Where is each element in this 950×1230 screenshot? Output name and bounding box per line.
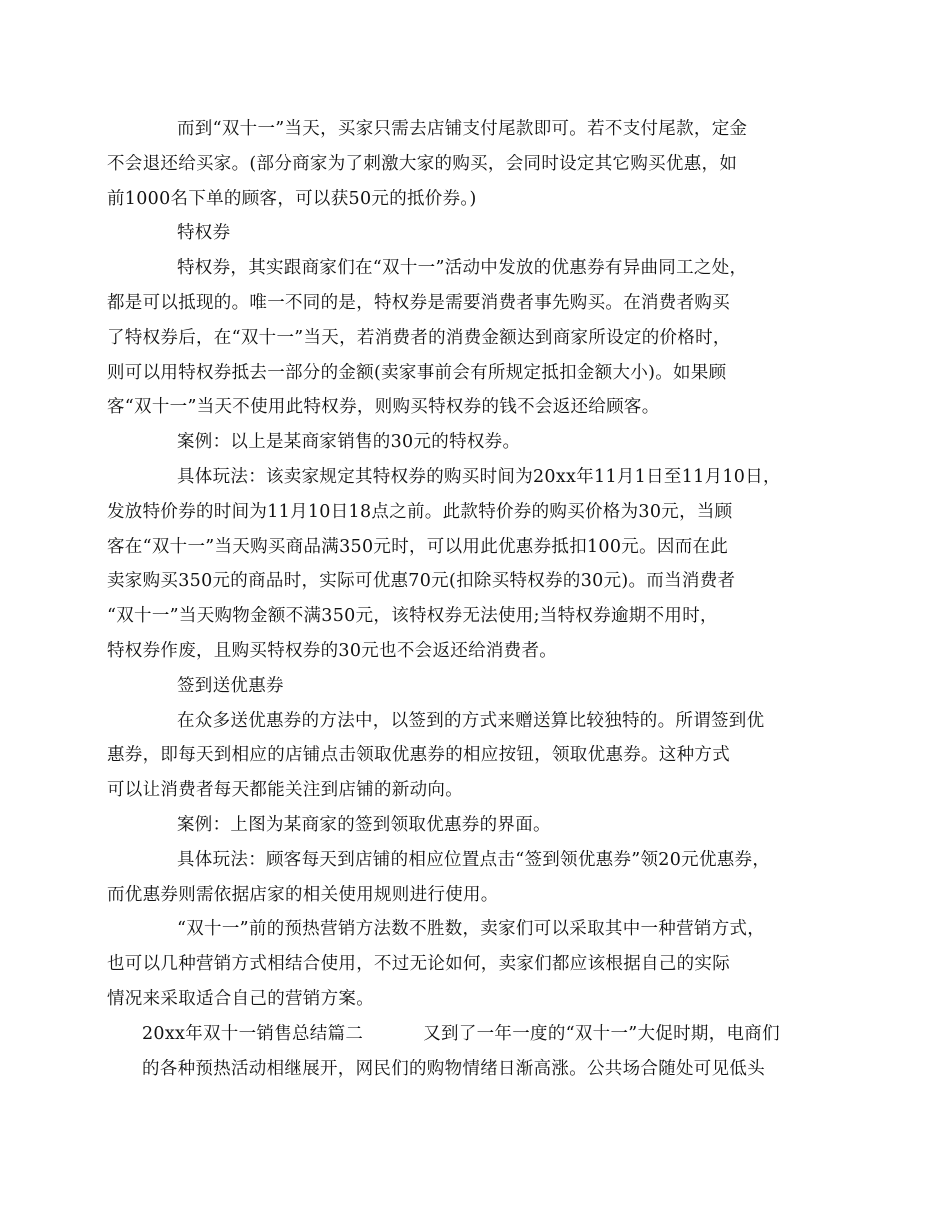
text-line: 客“双十一”当天不使用此特权券，则购买特权券的钱不会返还给顾客。 bbox=[107, 397, 660, 418]
text-line: 具体玩法：顾客每天到店铺的相应位置点击“签到领优惠券”领20元优惠券， bbox=[177, 849, 771, 870]
heading-checkin-coupon bbox=[142, 669, 812, 704]
text-line: 情况来采取适合自己的营销方案。 bbox=[107, 988, 374, 1009]
text-line: 特权券作废，且购买特权券的30元也不会返还给消费者。 bbox=[107, 640, 558, 661]
heading-privilege-coupon bbox=[142, 216, 812, 251]
text-line: 不会退还给买家。(部分商家为了刺激大家的购买，会同时设定其它购买优惠，如 bbox=[107, 153, 738, 174]
text-line: 卖家购买350元的商品时，实际可优惠70元(扣除买特权券的30元)。而当消费者 bbox=[107, 571, 736, 592]
section-two bbox=[142, 1017, 812, 1087]
document-body bbox=[107, 112, 812, 1086]
text-line: 案例：上图为某商家的签到领取优惠券的界面。 bbox=[177, 814, 551, 835]
text-line: 案例：以上是某商家销售的30元的特权券。 bbox=[177, 432, 521, 453]
paragraph-deposit-rule bbox=[107, 112, 812, 216]
section-two-first-line bbox=[142, 1017, 812, 1052]
text-line: 在众多送优惠券的方法中，以签到的方式来赠送算比较独特的。所谓签到优 bbox=[177, 710, 765, 731]
text-line: “双十一”当天购物金额不满350元，该特权券无法使用;当特权券逾期不用时， bbox=[107, 606, 718, 627]
text-line: 的各种预热活动相继展开，网民们的购物情绪日渐高涨。公共场合随处可见低头 bbox=[142, 1058, 765, 1079]
paragraph-gameplay-2 bbox=[107, 843, 812, 913]
section-heading: 签到送优惠券 bbox=[177, 675, 284, 696]
text-line: 又到了一年一度的“双十一”大促时期，电商们 bbox=[423, 1023, 780, 1044]
text-line: 前1000名下单的顾客，可以获50元的抵价券。) bbox=[107, 188, 477, 209]
text-line: 也可以几种营销方式相结合使用，不过无论如何，卖家们都应该根据自己的实际 bbox=[107, 954, 730, 975]
paragraph-privilege-coupon bbox=[107, 251, 812, 425]
paragraph-gameplay-1 bbox=[107, 460, 812, 669]
text-line: 特权券，其实跟商家们在“双十一”活动中发放的优惠券有异曲同工之处， bbox=[177, 258, 748, 279]
text-line: 具体玩法：该卖家规定其特权券的购买时间为20xx年11月1日至11月10日， bbox=[177, 466, 781, 487]
text-line: “双十一”前的预热营销方法数不胜数，卖家们可以采取其中一种营销方式， bbox=[177, 919, 766, 940]
text-line: 客在“双十一”当天购买商品满350元时，可以用此优惠券抵扣100元。因而在此 bbox=[107, 536, 729, 557]
text-line: 惠券，即每天到相应的店铺点击领取优惠券的相应按钮，领取优惠券。这种方式 bbox=[107, 745, 730, 766]
text-line: 了特权券后，在“双十一”当天，若消费者的消费金额达到商家所设定的价格时， bbox=[107, 327, 731, 348]
text-line: 则可以用特权券抵去一部分的金额(卖家事前会有所规定抵扣金额大小)。如果顾 bbox=[107, 362, 727, 383]
text-line: 发放特价券的时间为11月10日18点之前。此款特价券的购买价格为30元，当顾 bbox=[107, 501, 733, 522]
text-line: 可以让消费者每天都能关注到店铺的新动向。 bbox=[107, 780, 463, 801]
paragraph-checkin-coupon bbox=[107, 704, 812, 808]
text-line: 都是可以抵现的。唯一不同的是，特权券是需要消费者事先购买。在消费者购买 bbox=[107, 292, 730, 313]
section-title: 20xx年双十一销售总结篇二 bbox=[142, 1023, 364, 1044]
paragraph-case-1 bbox=[142, 425, 812, 460]
paragraph-case-2 bbox=[142, 808, 812, 843]
text-line: 而优惠券则需依据店家的相关使用规则进行使用。 bbox=[107, 884, 499, 905]
text-line: 而到“双十一”当天，买家只需去店铺支付尾款即可。若不支付尾款，定金 bbox=[177, 119, 748, 139]
paragraph-conclusion bbox=[107, 912, 812, 1016]
section-heading: 特权券 bbox=[177, 223, 231, 244]
